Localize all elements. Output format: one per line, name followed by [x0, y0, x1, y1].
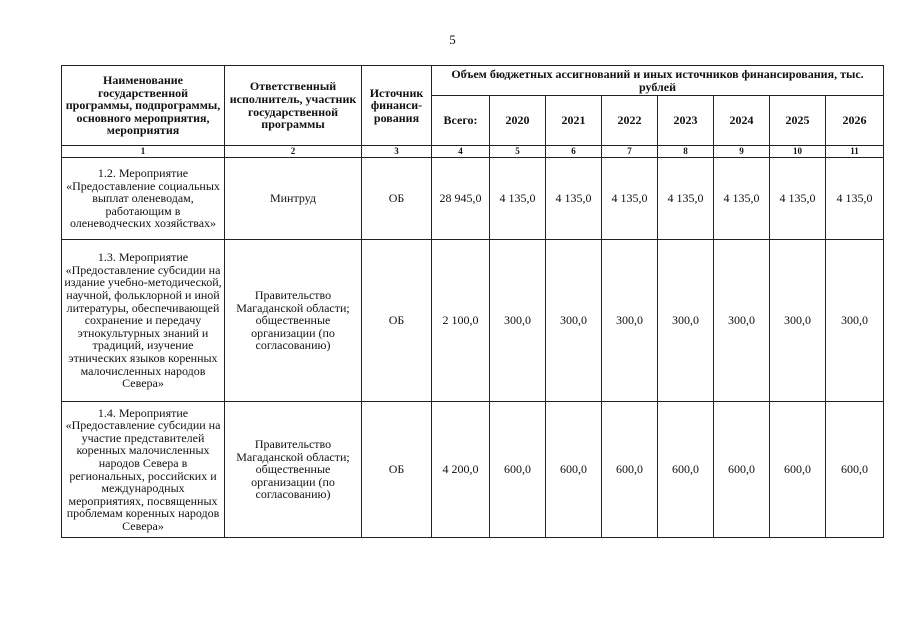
year-amount: 600,0	[658, 402, 714, 538]
year-amount: 4 135,0	[770, 158, 826, 240]
year-amount: 4 135,0	[546, 158, 602, 240]
header-name: Наименование государственной программы, подпрограммы, основного мероприятия, мероприятия	[62, 66, 225, 146]
header-year: 2025	[770, 96, 826, 146]
total-amount: 2 100,0	[432, 240, 490, 402]
header-total: Всего:	[432, 96, 490, 146]
column-number: 2	[225, 146, 362, 158]
column-number-row	[62, 146, 884, 158]
activity-name: 1.2. Мероприятие «Предоставление социальных выплат оленеводам, работающим в оленеводческих хозяйствах»	[62, 158, 225, 240]
header-year: 2026	[826, 96, 884, 146]
executor: Правительство Магаданской области; общественные организации (по согласованию)	[225, 402, 362, 538]
header-budget-group: Объем бюджетных ассигнований и иных источников финансирования, тыс. рублей	[432, 66, 884, 96]
executor: Минтруд	[225, 158, 362, 240]
column-number: 8	[658, 146, 714, 158]
year-amount: 300,0	[546, 240, 602, 402]
year-amount: 600,0	[770, 402, 826, 538]
column-number: 1	[62, 146, 225, 158]
year-amount: 300,0	[714, 240, 770, 402]
column-number: 10	[770, 146, 826, 158]
year-amount: 4 135,0	[658, 158, 714, 240]
column-number: 9	[714, 146, 770, 158]
column-number: 7	[602, 146, 658, 158]
header-year: 2023	[658, 96, 714, 146]
column-number: 3	[362, 146, 432, 158]
year-amount: 600,0	[546, 402, 602, 538]
year-amount: 600,0	[826, 402, 884, 538]
year-amount: 4 135,0	[714, 158, 770, 240]
funding-source: ОБ	[362, 402, 432, 538]
year-amount: 300,0	[658, 240, 714, 402]
budget-table	[61, 65, 884, 538]
year-amount: 600,0	[714, 402, 770, 538]
header-row-1	[62, 66, 884, 96]
header-source: Источник финанси-рования	[362, 66, 432, 146]
year-amount: 4 135,0	[826, 158, 884, 240]
header-year: 2024	[714, 96, 770, 146]
table-row	[62, 240, 884, 402]
year-amount: 600,0	[490, 402, 546, 538]
funding-source: ОБ	[362, 158, 432, 240]
year-amount: 300,0	[826, 240, 884, 402]
year-amount: 300,0	[770, 240, 826, 402]
page-number: 5	[449, 32, 456, 47]
executor: Правительство Магаданской области; общественные организации (по согласованию)	[225, 240, 362, 402]
total-amount: 28 945,0	[432, 158, 490, 240]
table-row	[62, 158, 884, 240]
year-amount: 300,0	[602, 240, 658, 402]
total-amount: 4 200,0	[432, 402, 490, 538]
column-number: 11	[826, 146, 884, 158]
header-year: 2022	[602, 96, 658, 146]
funding-source: ОБ	[362, 240, 432, 402]
table-row	[62, 402, 884, 538]
header-year: 2021	[546, 96, 602, 146]
year-amount: 4 135,0	[602, 158, 658, 240]
column-number: 5	[490, 146, 546, 158]
activity-name: 1.3. Мероприятие «Предоставление субсидии на издание учебно-методической, научной, фольклорной и иной литературы, обеспечивающей сохранение и передачу этнокультурных знаний и традиций, изучение этнических языков коренных малочисленных народов Севера»	[62, 240, 225, 402]
activity-name: 1.4. Мероприятие «Предоставление субсидии на участие представителей коренных малочисленных народов Севера в региональных, российских и международных мероприятиях, посвященных проблемам коренных народов Севера»	[62, 402, 225, 538]
column-number: 6	[546, 146, 602, 158]
header-executor: Ответственный исполнитель, участник государственной программы	[225, 66, 362, 146]
year-amount: 300,0	[490, 240, 546, 402]
column-number: 4	[432, 146, 490, 158]
year-amount: 600,0	[602, 402, 658, 538]
year-amount: 4 135,0	[490, 158, 546, 240]
header-year: 2020	[490, 96, 546, 146]
